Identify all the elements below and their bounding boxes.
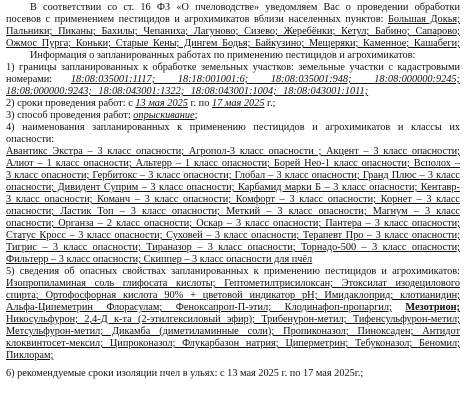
substances-text: Пиклорам; [6,350,54,361]
pesticide-line [6,158,460,170]
item5-line-3 [6,290,460,302]
pesticide-line [6,206,460,218]
item3-line [6,110,460,122]
isolation-text: 6) рекомендуемые сроки изоляции пчел в ульях: с 13 мая 2025 г. по 17 мая 2025г.; [6,368,364,379]
pesticide-line [6,242,460,254]
item1-line-1 [6,62,460,74]
item4-text: 4) наименования запланированных к применению пестицидов и агрохимикатов и классы их [6,122,460,133]
date-to: 17 мая 2025 [211,98,265,109]
pesticide-text: Алиот – 1 класс опасности; Альтерр – 1 класс опасности; Борей Нео-1 класс опасности; Всполох – [6,158,460,169]
intro-line-4 [6,38,460,50]
method-suffix: ; [194,110,198,121]
dates-mid: г. по [190,98,210,109]
pesticide-text: Тигрис – 3 класс опасности; Тираназор – 3 класс опасности; Торнадо-500 – 3 класс опасности; [6,242,460,253]
substances-text: Никосульфурон; 2,4-Д к-та (2-этилгексиловый эфир); Трибенурон-метил; Тифенсульфурон-метил; [6,314,460,325]
item4-text: опасности: [6,134,55,145]
pesticide-text: 3 класс опасности; Команч – 3 класс опасности; Комфорт – 3 класс опасности; Корнет – 3 класс [6,194,460,205]
intro-line-2 [6,14,460,26]
item1-line-3 [6,86,460,98]
intro-line-3 [6,26,460,38]
item5-line-8 [6,350,460,362]
cadastral-label: номерами: [6,74,53,85]
locations-text: Пальники; Пиканы; Бахилы; Чепаниха; Лагуново; Сизево; Жеребёнки; Кетул; Бабино; Сапарово; [6,26,460,37]
intro-text: посевов с применением пестицидов и агрохимикатов вблизи населенных пунктов: [6,14,384,25]
substances-text: Альфа-Ципеметрин Флорасулам; Феноксапроп-П-этил; Клодинафоп-пропаргил; [6,302,392,313]
item5-line-2 [6,278,460,290]
item5-line-4 [6,302,460,314]
pesticide-text: опасности; Ластик Топ – 3 класс опасности; Меткий – 3 класс опасности; Магнум – 3 класс [6,206,460,217]
item6-line [6,368,460,380]
pesticide-line [6,170,460,182]
pesticide-text: опасности; Органза – 2 класс опасности; Оскар – 3 класс опасности; Пантера – 3 класс опасности; [6,218,460,229]
pesticide-line [6,182,460,194]
pesticide-text: Статус Кросс – 3 класс опасности; Суховей – 3 класс опасности; Терапевт Про – 3 класс опасности; [6,230,460,241]
item2-line [6,98,460,110]
dates-suffix: г.; [267,98,276,109]
pesticide-line [6,146,460,158]
pesticide-line [6,230,460,242]
pesticide-text: Авантикс Экстра – 3 класс опасности; Агропол-3 класс опасности ; Акцент – 3 класс опасности; [6,146,460,157]
item5-line-6 [6,326,460,338]
intro-text: В соответствии со ст. 16 ФЗ «О пчеловодстве» уведомляем Вас о проведении обработки [30,2,460,13]
pesticide-text: Фильтерр – 3 класс опасности; Скиппер – 3 класс опасности для пчёл [6,254,313,265]
item5-line-7 [6,338,460,350]
info-heading-text: Информация о запланированных работах по применению пестицидов и агрохимикатов: [30,50,416,61]
locations-text: Большая Докья; [387,14,460,25]
pesticide-line [6,194,460,206]
substances-text: клоквинтосет-мексил; Ципроконазол; Флукарбазон натрия; Циперметрин; Тебуконазол; Беномил; [6,338,460,349]
cadastral-numbers: 18:08:035001:1117; 18:18:001001:6; 18:08:035001:948; 18:08:000000:9245; [70,74,460,85]
intro-line-1 [30,2,460,14]
substances-text: спирта; Ортофосфорная кислота 90% + цветовой индикатор рН; Имидаклоприд; клотианидин; [6,290,460,301]
pesticide-line [6,254,460,266]
info-heading [30,50,460,62]
method-prefix: 3) способ проведения работ: [6,110,131,121]
pesticide-text: опасности; Дивидент Суприм – 3 класс опасности; Карбамид марки Б – 3 класс опасности; Кентавр- [6,182,460,193]
item4-line-1 [6,122,460,134]
method-value: опрыскивание [133,110,195,121]
item5-line-5 [6,314,460,326]
date-from: 13 мая 2025 [135,98,188,109]
substances-text: Метсульфурон-метил; Дикамба (диметиламинные соли); Пропиконазол; Пиноксаден; Антидот [6,326,460,337]
item1-line-2 [6,74,460,86]
item1-text: 1) границы запланированных к обработке земельных участков: земельные участки с кадастровыми [6,62,460,73]
substances-bold-text: Мезотрион; [405,302,460,313]
item5-text: 5) сведения об опасных свойствах запланированных к применению пестицидов и агрохимикатов: [6,266,460,277]
item4-line-2 [6,134,460,146]
locations-text: Ожмос Пурга; Коньки; Старые Кены; Дингем Бодья; Байкузино; Мещеряки; Каменное; Кашабеги; [6,38,460,49]
substances-text: Изопропиламиная соль глифосата кислоты; Гептометилтрисилоксан; Этоксилат изодецилового [6,278,460,289]
cadastral-numbers: 18:08:000000:9243; 18:08:043001:1322; 18:08:043001:1004; 18:08:043001:1011; [6,86,369,97]
pesticide-text: 3 класс опасности; Гербитокс – 3 класс опасности; Глобал – 3 класс опасности; Гранд Плюс – 3 класс [6,170,460,181]
pesticide-line [6,218,460,230]
item5-line-1 [6,266,460,278]
dates-prefix: 2) сроки проведения работ: с [6,98,133,109]
